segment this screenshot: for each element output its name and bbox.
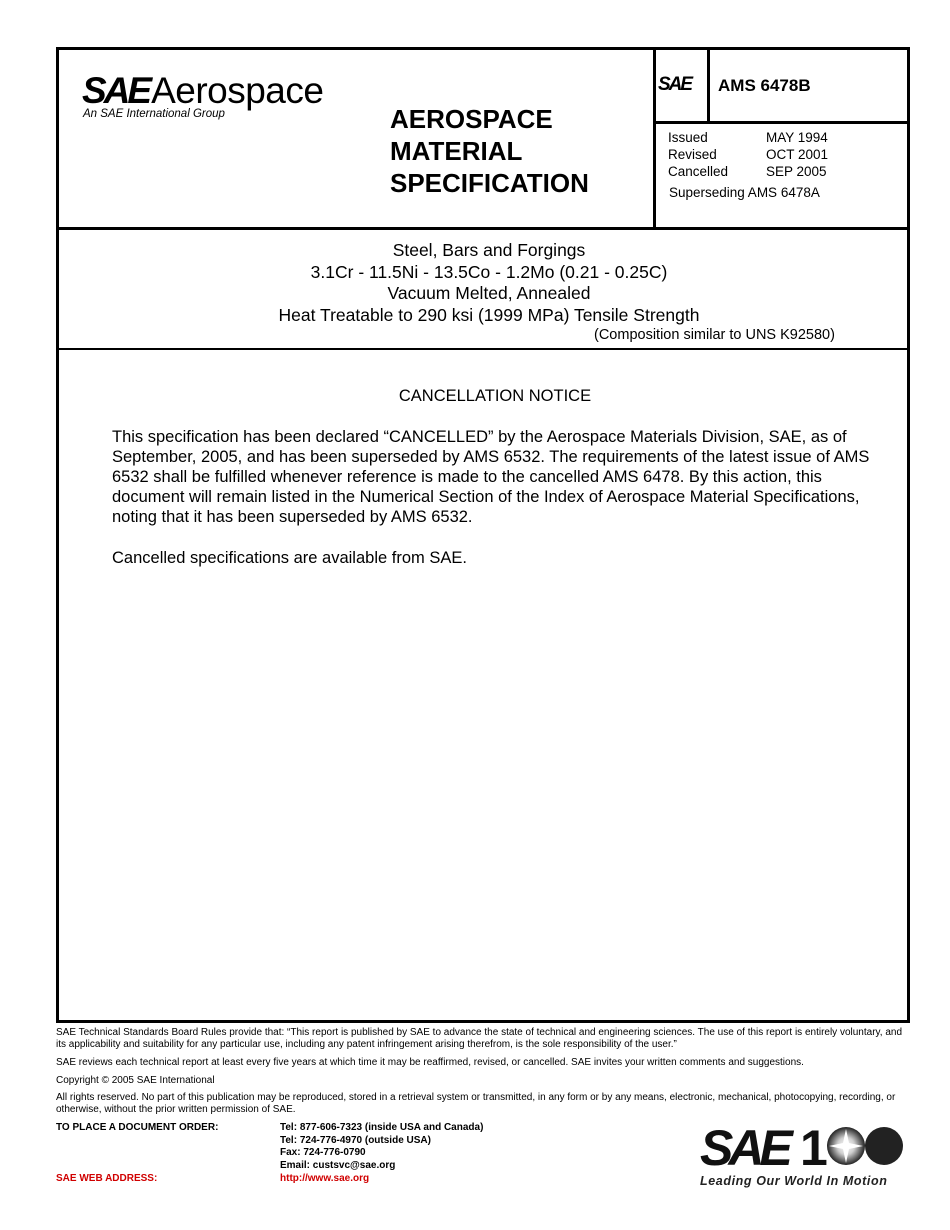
doc-type-line: MATERIAL <box>390 136 523 166</box>
sae-slogan: Leading Our World In Motion <box>700 1174 888 1188</box>
document-type <box>390 103 589 199</box>
date-value: MAY 1994 <box>766 130 828 145</box>
header-bottom-rule <box>59 227 907 230</box>
footer-rights: All rights reserved. No part of this publication may be reproduced, stored in a retrieval system or transmitted, in any form or by any means, electronic, mechanical, photocopying, recording, or otherwise, without the prior written permission of SAE. <box>56 1092 896 1115</box>
sae100-zero-2 <box>865 1127 903 1165</box>
logo-mark: SAE <box>82 70 150 111</box>
sae-small-logo: SAE <box>658 74 692 95</box>
contact-email[interactable]: Email: custsvc@sae.org <box>280 1159 396 1171</box>
web-address-label: SAE WEB ADDRESS: <box>56 1173 158 1184</box>
date-value: OCT 2001 <box>766 147 829 162</box>
header-divider <box>653 50 656 227</box>
contact-list <box>280 1122 483 1172</box>
contact-phone-international: Tel: 724-776-4970 (outside USA) <box>280 1134 431 1146</box>
superseding-note: Superseding AMS 6478A <box>669 185 820 200</box>
date-table <box>668 129 828 180</box>
date-row <box>668 146 828 163</box>
doc-type-line: AEROSPACE <box>390 104 553 134</box>
footer-rules: SAE Technical Standards Board Rules provide that: “This report is published by SAE to advance the state of technical and engineering sciences. The use of this report is entirely voluntary, and its applicability and suitability for any particular use, including any patent infringement arising therefrom, is the sole responsibility of the user.” <box>56 1027 903 1050</box>
spec-title <box>59 240 919 326</box>
contact-phone-domestic: Tel: 877-606-7323 (inside USA and Canada) <box>280 1122 484 1133</box>
title-line: Heat Treatable to 290 ksi (1999 MPa) Tensile Strength <box>278 304 700 325</box>
order-label: TO PLACE A DOCUMENT ORDER: <box>56 1122 219 1133</box>
logo-word: Aerospace <box>151 70 324 111</box>
date-row <box>668 163 828 180</box>
availability-paragraph: Cancelled specifications are available from SAE. <box>112 549 467 567</box>
footer-review: SAE reviews each technical report at least every five years at which time it may be reaffirmed, revised, or cancelled. SAE invites your written comments and suggestions. <box>56 1057 804 1068</box>
date-value: SEP 2005 <box>766 164 827 179</box>
code-divider <box>707 50 710 121</box>
title-line: Vacuum Melted, Annealed <box>387 283 591 303</box>
logo-tagline: An SAE International Group <box>83 108 225 120</box>
code-box-divider <box>653 121 907 124</box>
notice-heading: CANCELLATION NOTICE <box>398 387 592 405</box>
date-label: Cancelled <box>668 164 729 179</box>
title-line: 3.1Cr - 11.5Ni - 13.5Co - 1.2Mo (0.21 - 0.25C) <box>310 261 668 282</box>
footer-copyright: Copyright © 2005 SAE International <box>56 1075 215 1086</box>
composition-note: (Composition similar to UNS K92580) <box>594 327 835 343</box>
notice-paragraph: This specification has been declared “CANCELLED” by the Aerospace Materials Division, SAE, as of September, 2005, and has been superseded by AMS 6532. The requirements of the latest issue of AMS 6532 shall be fulfilled whenever reference is made to the cancelled AMS 6478. By this action, this document will remain listed in the Numerical Section of the Index of Aerospace Material Specifications, noting that it has been superseded by AMS 6532. <box>112 428 870 526</box>
sae100-wordmark <box>700 1120 903 1176</box>
doc-type-line: SPECIFICATION <box>390 168 589 198</box>
contact-fax: Fax: 724-776-0790 <box>280 1147 366 1158</box>
title-bottom-rule <box>59 348 907 350</box>
svg-text:SAE: SAE <box>700 1120 788 1176</box>
web-address-link[interactable]: http://www.sae.org <box>280 1173 370 1184</box>
svg-text:1: 1 <box>800 1120 824 1176</box>
sae-aerospace-logo <box>82 70 323 120</box>
title-line: Steel, Bars and Forgings <box>392 240 586 260</box>
date-row <box>668 129 828 146</box>
date-label: Issued <box>668 130 708 145</box>
spec-code: AMS 6478B <box>718 76 811 95</box>
date-label: Revised <box>668 147 717 162</box>
